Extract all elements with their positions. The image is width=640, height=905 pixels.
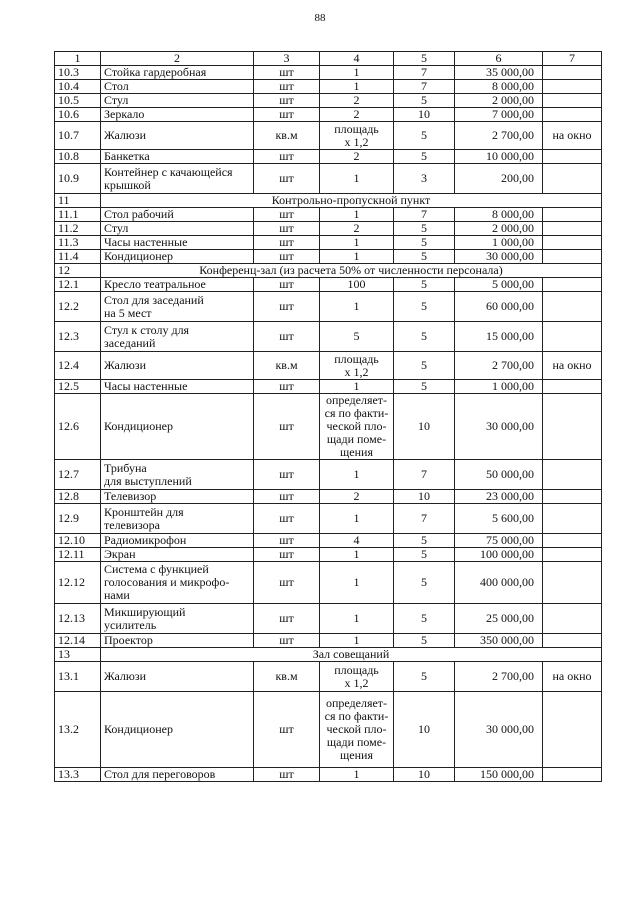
item-quantity: площадь х 1,2 bbox=[320, 122, 394, 150]
item-service-years: 5 bbox=[394, 222, 455, 236]
item-price: 1 000,00 bbox=[455, 236, 543, 250]
item-service-years: 10 bbox=[394, 394, 455, 460]
item-service-years: 5 bbox=[394, 352, 455, 380]
table-row bbox=[55, 692, 602, 768]
item-price: 350 000,00 bbox=[455, 634, 543, 648]
item-price: 150 000,00 bbox=[455, 768, 543, 782]
table-row bbox=[55, 562, 602, 604]
item-quantity: 4 bbox=[320, 534, 394, 548]
section-row bbox=[55, 194, 602, 208]
item-unit: шт bbox=[254, 534, 320, 548]
item-unit: шт bbox=[254, 292, 320, 322]
item-price: 7 000,00 bbox=[455, 108, 543, 122]
item-price: 35 000,00 bbox=[455, 66, 543, 80]
item-price: 200,00 bbox=[455, 164, 543, 194]
item-unit: шт bbox=[254, 504, 320, 534]
section-number: 11 bbox=[55, 194, 101, 208]
item-number: 12.4 bbox=[55, 352, 101, 380]
table-row bbox=[55, 164, 602, 194]
item-unit: шт bbox=[254, 150, 320, 164]
item-name: Стол для переговоров bbox=[101, 768, 254, 782]
item-number: 13.2 bbox=[55, 692, 101, 768]
item-quantity: 1 bbox=[320, 380, 394, 394]
item-number: 12.5 bbox=[55, 380, 101, 394]
table-row bbox=[55, 94, 602, 108]
item-unit: шт bbox=[254, 66, 320, 80]
item-service-years: 10 bbox=[394, 768, 455, 782]
item-note bbox=[543, 66, 602, 80]
item-note bbox=[543, 222, 602, 236]
item-quantity: 2 bbox=[320, 150, 394, 164]
item-number: 12.12 bbox=[55, 562, 101, 604]
item-service-years: 10 bbox=[394, 692, 455, 768]
item-name: Жалюзи bbox=[101, 662, 254, 692]
item-quantity: 1 bbox=[320, 250, 394, 264]
item-price: 30 000,00 bbox=[455, 250, 543, 264]
table-row bbox=[55, 604, 602, 634]
item-service-years: 5 bbox=[394, 150, 455, 164]
item-quantity: 2 bbox=[320, 490, 394, 504]
item-service-years: 5 bbox=[394, 292, 455, 322]
item-note bbox=[543, 94, 602, 108]
column-header: 6 bbox=[455, 52, 543, 66]
item-unit: шт bbox=[254, 604, 320, 634]
table-row bbox=[55, 108, 602, 122]
item-price: 5 000,00 bbox=[455, 278, 543, 292]
item-unit: шт bbox=[254, 394, 320, 460]
item-number: 12.8 bbox=[55, 490, 101, 504]
item-number: 12.13 bbox=[55, 604, 101, 634]
item-price: 50 000,00 bbox=[455, 460, 543, 490]
item-number: 12.2 bbox=[55, 292, 101, 322]
item-quantity: 1 bbox=[320, 634, 394, 648]
item-service-years: 10 bbox=[394, 490, 455, 504]
item-unit: шт bbox=[254, 490, 320, 504]
item-unit: шт bbox=[254, 562, 320, 604]
item-unit: шт bbox=[254, 460, 320, 490]
item-note bbox=[543, 504, 602, 534]
table-row bbox=[55, 278, 602, 292]
item-unit: шт bbox=[254, 94, 320, 108]
item-quantity: 1 bbox=[320, 66, 394, 80]
item-service-years: 10 bbox=[394, 108, 455, 122]
table-row bbox=[55, 460, 602, 490]
table-row bbox=[55, 150, 602, 164]
item-price: 2 700,00 bbox=[455, 662, 543, 692]
item-name: Стул bbox=[101, 94, 254, 108]
item-note: на окно bbox=[543, 352, 602, 380]
item-number: 12.10 bbox=[55, 534, 101, 548]
item-name: Стул bbox=[101, 222, 254, 236]
item-price: 25 000,00 bbox=[455, 604, 543, 634]
item-unit: кв.м bbox=[254, 662, 320, 692]
item-note bbox=[543, 534, 602, 548]
item-price: 23 000,00 bbox=[455, 490, 543, 504]
item-price: 60 000,00 bbox=[455, 292, 543, 322]
item-service-years: 7 bbox=[394, 80, 455, 94]
equipment-table bbox=[54, 51, 602, 782]
item-name: Жалюзи bbox=[101, 352, 254, 380]
table-row bbox=[55, 222, 602, 236]
table-row bbox=[55, 768, 602, 782]
item-price: 30 000,00 bbox=[455, 394, 543, 460]
item-price: 75 000,00 bbox=[455, 534, 543, 548]
item-service-years: 5 bbox=[394, 662, 455, 692]
item-note bbox=[543, 236, 602, 250]
item-service-years: 7 bbox=[394, 66, 455, 80]
item-unit: шт bbox=[254, 236, 320, 250]
item-service-years: 3 bbox=[394, 164, 455, 194]
item-price: 8 000,00 bbox=[455, 80, 543, 94]
item-service-years: 5 bbox=[394, 250, 455, 264]
item-name: Кондиционер bbox=[101, 692, 254, 768]
item-name: Экран bbox=[101, 548, 254, 562]
item-price: 15 000,00 bbox=[455, 322, 543, 352]
item-name: Кондиционер bbox=[101, 394, 254, 460]
item-quantity: площадь х 1,2 bbox=[320, 662, 394, 692]
item-quantity: 1 bbox=[320, 768, 394, 782]
section-title: Зал совещаний bbox=[101, 648, 602, 662]
table-row bbox=[55, 394, 602, 460]
section-row bbox=[55, 264, 602, 278]
item-unit: шт bbox=[254, 208, 320, 222]
item-price: 2 700,00 bbox=[455, 122, 543, 150]
table-row bbox=[55, 208, 602, 222]
item-quantity: 5 bbox=[320, 322, 394, 352]
item-price: 1 000,00 bbox=[455, 380, 543, 394]
section-title: Конференц-зал (из расчета 50% от численности персонала) bbox=[101, 264, 602, 278]
item-note bbox=[543, 548, 602, 562]
item-unit: шт bbox=[254, 380, 320, 394]
item-note: на окно bbox=[543, 662, 602, 692]
item-quantity: 1 bbox=[320, 236, 394, 250]
item-price: 2 000,00 bbox=[455, 222, 543, 236]
item-unit: шт bbox=[254, 222, 320, 236]
item-service-years: 5 bbox=[394, 122, 455, 150]
table-row bbox=[55, 380, 602, 394]
item-quantity: 2 bbox=[320, 222, 394, 236]
item-unit: шт bbox=[254, 250, 320, 264]
item-note bbox=[543, 292, 602, 322]
item-note bbox=[543, 164, 602, 194]
table-row bbox=[55, 662, 602, 692]
item-number: 13.1 bbox=[55, 662, 101, 692]
item-quantity: 100 bbox=[320, 278, 394, 292]
item-note bbox=[543, 322, 602, 352]
item-number: 10.6 bbox=[55, 108, 101, 122]
item-price: 100 000,00 bbox=[455, 548, 543, 562]
item-service-years: 5 bbox=[394, 634, 455, 648]
item-unit: шт bbox=[254, 634, 320, 648]
item-quantity: 1 bbox=[320, 604, 394, 634]
item-quantity: 1 bbox=[320, 164, 394, 194]
section-number: 12 bbox=[55, 264, 101, 278]
item-quantity: 1 bbox=[320, 208, 394, 222]
table-row bbox=[55, 292, 602, 322]
item-price: 30 000,00 bbox=[455, 692, 543, 768]
item-name: Банкетка bbox=[101, 150, 254, 164]
section-row bbox=[55, 648, 602, 662]
item-note bbox=[543, 768, 602, 782]
item-unit: кв.м bbox=[254, 352, 320, 380]
item-note bbox=[543, 562, 602, 604]
column-header: 3 bbox=[254, 52, 320, 66]
section-number: 13 bbox=[55, 648, 101, 662]
item-name: Стол рабочий bbox=[101, 208, 254, 222]
item-number: 11.1 bbox=[55, 208, 101, 222]
item-number: 10.8 bbox=[55, 150, 101, 164]
item-service-years: 5 bbox=[394, 94, 455, 108]
column-header: 5 bbox=[394, 52, 455, 66]
item-service-years: 5 bbox=[394, 278, 455, 292]
item-number: 12.14 bbox=[55, 634, 101, 648]
column-header: 4 bbox=[320, 52, 394, 66]
item-note bbox=[543, 150, 602, 164]
item-unit: шт bbox=[254, 80, 320, 94]
item-number: 10.7 bbox=[55, 122, 101, 150]
item-note bbox=[543, 394, 602, 460]
item-name: Телевизор bbox=[101, 490, 254, 504]
table-row bbox=[55, 534, 602, 548]
item-note bbox=[543, 108, 602, 122]
table-row bbox=[55, 236, 602, 250]
item-quantity: определяет- ся по факти- ческой пло- щади поме- щения bbox=[320, 692, 394, 768]
item-note bbox=[543, 634, 602, 648]
item-number: 11.2 bbox=[55, 222, 101, 236]
item-service-years: 5 bbox=[394, 604, 455, 634]
item-unit: шт bbox=[254, 164, 320, 194]
item-note bbox=[543, 278, 602, 292]
column-header: 2 bbox=[101, 52, 254, 66]
item-unit: шт bbox=[254, 768, 320, 782]
item-quantity: 1 bbox=[320, 460, 394, 490]
item-name: Кронштейн для телевизора bbox=[101, 504, 254, 534]
item-name: Стул к столу для заседаний bbox=[101, 322, 254, 352]
item-number: 11.4 bbox=[55, 250, 101, 264]
item-name: Жалюзи bbox=[101, 122, 254, 150]
item-name: Кондиционер bbox=[101, 250, 254, 264]
item-price: 2 700,00 bbox=[455, 352, 543, 380]
item-name: Микширующий усилитель bbox=[101, 604, 254, 634]
item-quantity: определяет- ся по факти- ческой пло- щади поме- щения bbox=[320, 394, 394, 460]
item-name: Стол bbox=[101, 80, 254, 94]
item-number: 10.9 bbox=[55, 164, 101, 194]
table-row bbox=[55, 122, 602, 150]
item-quantity: 1 bbox=[320, 562, 394, 604]
column-header: 7 bbox=[543, 52, 602, 66]
section-title: Контрольно-пропускной пункт bbox=[101, 194, 602, 208]
item-note bbox=[543, 692, 602, 768]
table-row bbox=[55, 548, 602, 562]
item-number: 10.4 bbox=[55, 80, 101, 94]
item-name: Часы настенные bbox=[101, 380, 254, 394]
item-name: Система с функцией голосования и микрофо- нами bbox=[101, 562, 254, 604]
item-quantity: 1 bbox=[320, 504, 394, 534]
item-quantity: 2 bbox=[320, 108, 394, 122]
item-unit: шт bbox=[254, 108, 320, 122]
item-number: 10.5 bbox=[55, 94, 101, 108]
item-number: 12.6 bbox=[55, 394, 101, 460]
item-service-years: 5 bbox=[394, 380, 455, 394]
item-name: Трибуна для выступлений bbox=[101, 460, 254, 490]
item-number: 10.3 bbox=[55, 66, 101, 80]
table-row bbox=[55, 322, 602, 352]
table-row bbox=[55, 634, 602, 648]
item-price: 8 000,00 bbox=[455, 208, 543, 222]
item-number: 12.9 bbox=[55, 504, 101, 534]
item-unit: шт bbox=[254, 692, 320, 768]
item-name: Кресло театральное bbox=[101, 278, 254, 292]
item-name: Радиомикрофон bbox=[101, 534, 254, 548]
page-number: 88 bbox=[314, 12, 326, 24]
table-header-row bbox=[55, 52, 602, 66]
item-price: 10 000,00 bbox=[455, 150, 543, 164]
item-quantity: 1 bbox=[320, 292, 394, 322]
item-service-years: 5 bbox=[394, 534, 455, 548]
item-service-years: 5 bbox=[394, 548, 455, 562]
item-number: 12.11 bbox=[55, 548, 101, 562]
item-unit: шт bbox=[254, 278, 320, 292]
item-unit: кв.м bbox=[254, 122, 320, 150]
item-price: 5 600,00 bbox=[455, 504, 543, 534]
item-service-years: 5 bbox=[394, 236, 455, 250]
table-row bbox=[55, 250, 602, 264]
table-row bbox=[55, 66, 602, 80]
item-note bbox=[543, 250, 602, 264]
item-note bbox=[543, 208, 602, 222]
item-service-years: 7 bbox=[394, 460, 455, 490]
item-unit: шт bbox=[254, 548, 320, 562]
item-name: Зеркало bbox=[101, 108, 254, 122]
item-service-years: 5 bbox=[394, 562, 455, 604]
item-number: 12.3 bbox=[55, 322, 101, 352]
table-row bbox=[55, 80, 602, 94]
column-header: 1 bbox=[55, 52, 101, 66]
item-price: 2 000,00 bbox=[455, 94, 543, 108]
item-note bbox=[543, 80, 602, 94]
item-number: 13.3 bbox=[55, 768, 101, 782]
item-number: 12.7 bbox=[55, 460, 101, 490]
item-unit: шт bbox=[254, 322, 320, 352]
table-row bbox=[55, 352, 602, 380]
item-note bbox=[543, 490, 602, 504]
item-name: Контейнер с качающейся крышкой bbox=[101, 164, 254, 194]
item-name: Часы настенные bbox=[101, 236, 254, 250]
table-row bbox=[55, 490, 602, 504]
item-note: на окно bbox=[543, 122, 602, 150]
item-note bbox=[543, 380, 602, 394]
item-note bbox=[543, 604, 602, 634]
item-number: 12.1 bbox=[55, 278, 101, 292]
item-number: 11.3 bbox=[55, 236, 101, 250]
item-price: 400 000,00 bbox=[455, 562, 543, 604]
item-quantity: площадь х 1,2 bbox=[320, 352, 394, 380]
item-quantity: 1 bbox=[320, 548, 394, 562]
item-quantity: 1 bbox=[320, 80, 394, 94]
table-row bbox=[55, 504, 602, 534]
item-quantity: 2 bbox=[320, 94, 394, 108]
item-service-years: 7 bbox=[394, 504, 455, 534]
item-service-years: 7 bbox=[394, 208, 455, 222]
item-name: Проектор bbox=[101, 634, 254, 648]
item-note bbox=[543, 460, 602, 490]
item-name: Стол для заседаний на 5 мест bbox=[101, 292, 254, 322]
item-name: Стойка гардеробная bbox=[101, 66, 254, 80]
item-service-years: 5 bbox=[394, 322, 455, 352]
